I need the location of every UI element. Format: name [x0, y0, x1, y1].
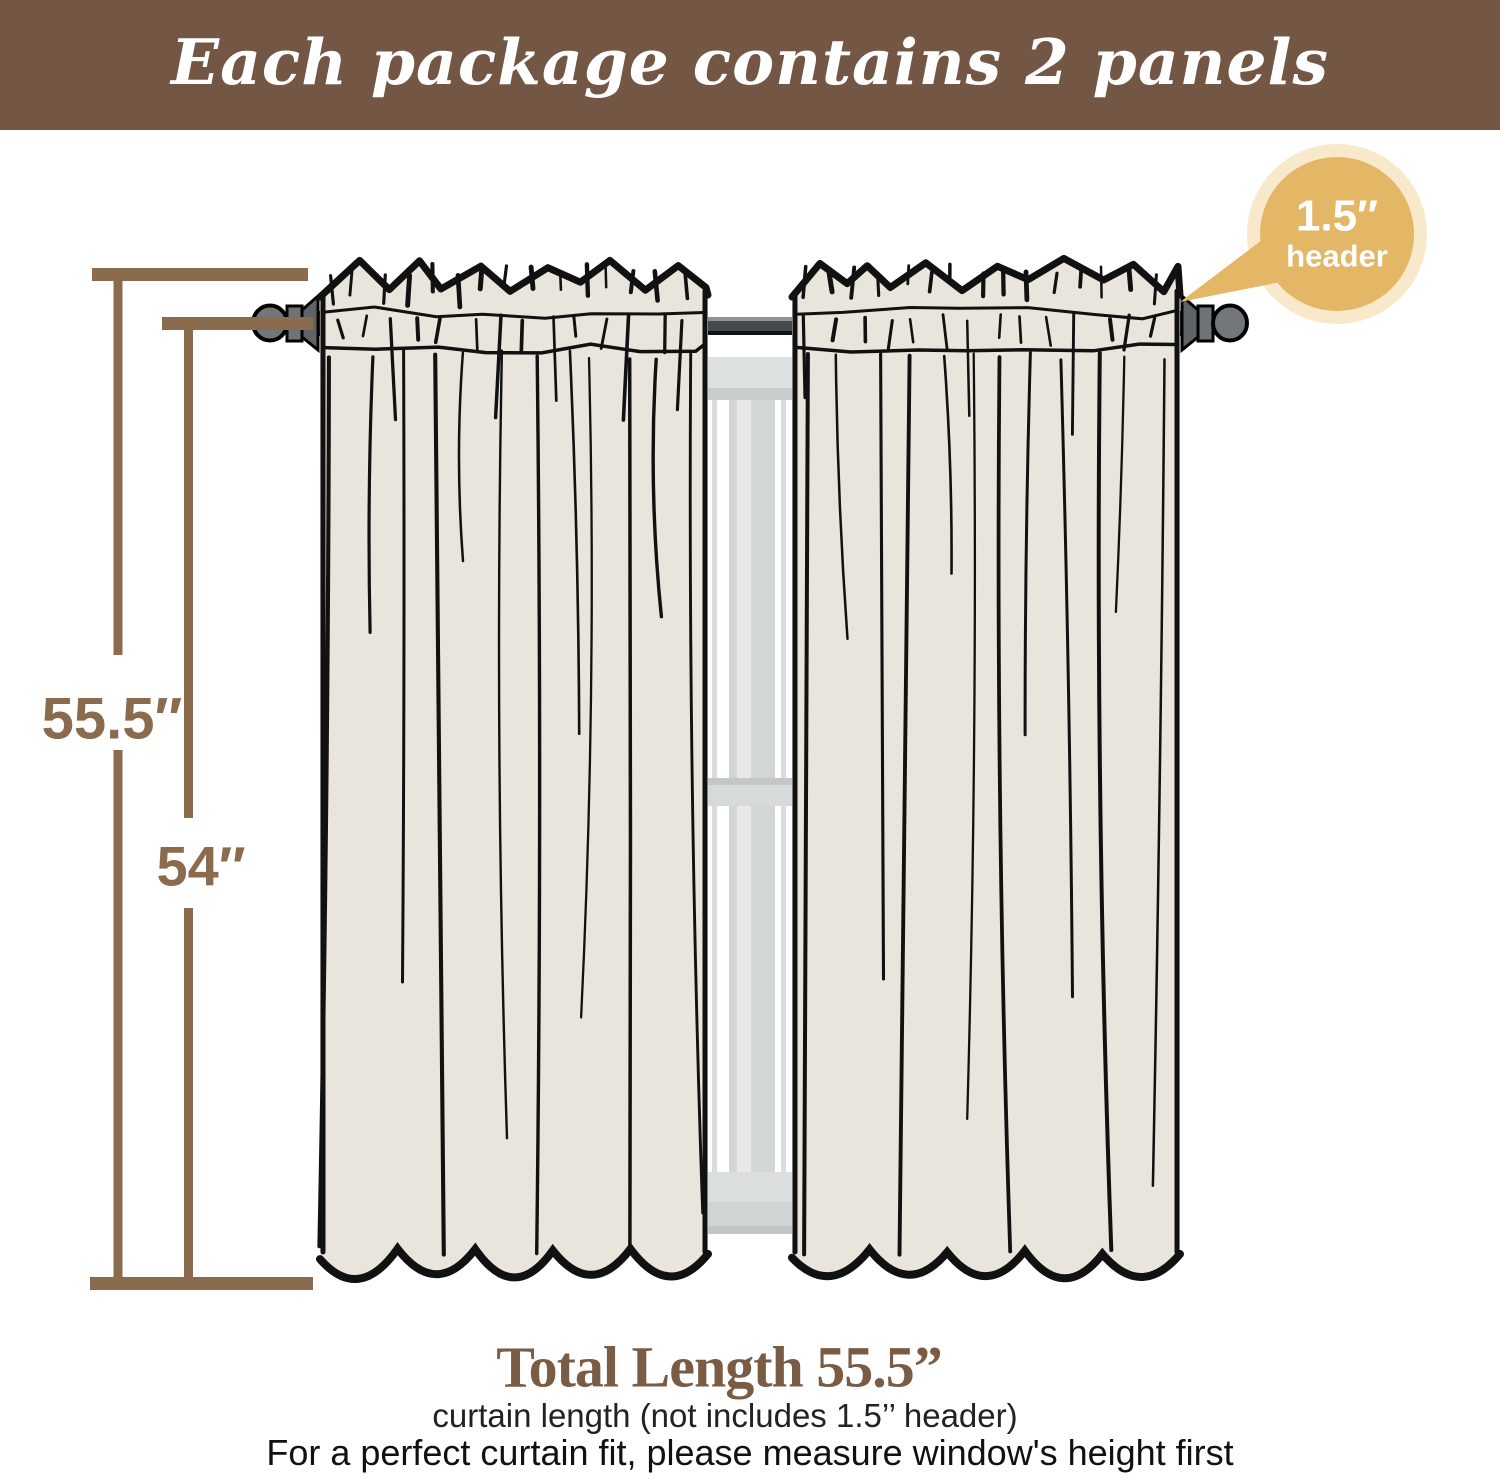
finial-right-icon — [1176, 296, 1247, 350]
banner-title: Each package contains 2 panels — [171, 25, 1329, 100]
measure-line-54-lower — [184, 908, 193, 1277]
curtain-panel-right — [792, 258, 1180, 1278]
header-badge — [1286, 193, 1388, 272]
badge-value: 1.5″ — [1295, 191, 1379, 241]
measurement-lines — [90, 268, 313, 1290]
measure-line-55-upper — [114, 281, 123, 655]
measure-bottom-tick — [90, 1277, 313, 1290]
fit-note: For a perfect curtain fit, please measure window's height first — [266, 1432, 1234, 1473]
total-length-title: Total Length 55.5” — [496, 1334, 942, 1400]
measurement-55-label: 55.5″ — [41, 686, 183, 752]
measure-line-55-lower — [114, 750, 123, 1277]
measurement-54-label: 54″ — [156, 834, 246, 898]
badge-caption: header — [1286, 237, 1388, 273]
curtain-panel-left — [319, 260, 708, 1279]
length-subtitle: curtain length (not includes 1.5’’ header) — [432, 1397, 1018, 1434]
measure-line-54-upper — [184, 330, 193, 818]
measure-top-tick-54 — [162, 317, 313, 330]
measure-top-tick-55 — [92, 268, 308, 281]
